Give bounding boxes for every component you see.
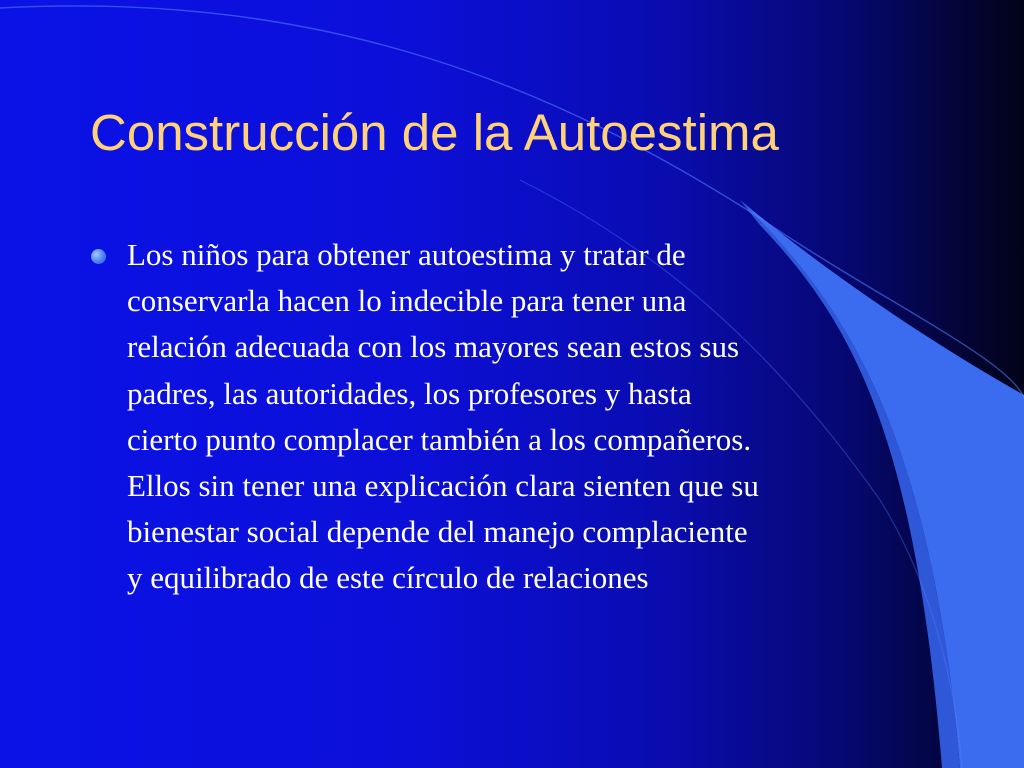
bullet-list: [90, 232, 940, 602]
bullet-line-6: Ellos sin tener una explicación clara sienten que su: [127, 468, 759, 504]
bullet-line-2: conservarla hacen lo indecible para tener una: [127, 283, 687, 319]
bullet-line-5: cierto punto complacer también a los compañeros.: [127, 421, 752, 457]
bullet-line-4: padres, las autoridades, los profesores y hasta: [127, 375, 692, 411]
bullet-line-1: Los niños para obtener autoestima y tratar de: [127, 237, 686, 272]
slide-title: Construcción de la Autoestima: [90, 104, 779, 161]
bullet-line-3: relación adecuada con los mayores sean estos sus: [127, 329, 740, 365]
circle-bullet-icon: [91, 249, 106, 264]
list-item: [90, 232, 940, 602]
bullet-line-8: y equilibrado de este círculo de relaciones: [127, 560, 649, 596]
bullet-line-7: bienestar social depende del manejo complaciente: [127, 514, 748, 550]
